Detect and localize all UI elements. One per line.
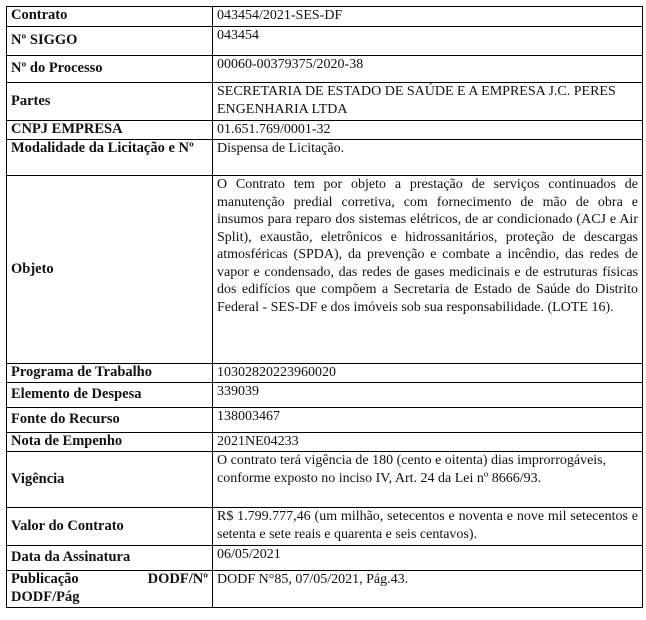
label-publicacao-c: DODF/Pág: [11, 588, 80, 605]
row-elemento: [7, 383, 643, 408]
row-modalidade: [7, 140, 643, 176]
value-contrato: 043454/2021-SES-DF: [213, 7, 643, 27]
value-elemento: 339039: [213, 383, 643, 408]
label-elemento: Elemento de Despesa: [7, 383, 213, 408]
value-empenho: 2021NE04233: [213, 433, 643, 452]
row-processo: [7, 56, 643, 83]
value-siggo: 043454: [213, 27, 643, 56]
label-publicacao-b: DODF/Nº: [147, 571, 208, 587]
value-processo: 00060-00379375/2020-38: [213, 56, 643, 83]
row-cnpj: [7, 121, 643, 140]
row-programa: [7, 364, 643, 383]
label-valor: Valor do Contrato: [7, 508, 213, 546]
row-partes: [7, 83, 643, 121]
label-siggo: Nº SIGGO: [7, 27, 213, 56]
value-programa: 10302820223960020: [213, 364, 643, 383]
label-partes: Partes: [7, 83, 213, 121]
label-assinatura: Data da Assinatura: [7, 546, 213, 571]
row-vigencia: [7, 452, 643, 508]
label-vigencia: Vigência: [7, 452, 213, 508]
value-modalidade: Dispensa de Licitação.: [213, 140, 643, 176]
value-publicacao: DODF N°85, 07/05/2021, Pág.43.: [213, 571, 643, 608]
value-assinatura: 06/05/2021: [213, 546, 643, 571]
value-vigencia: O contrato terá vigência de 180 (cento e oitenta) dias improrrogáveis, conforme exposto no inciso IV, Art. 24 da Lei nº 8666/93.: [213, 452, 643, 508]
label-publicacao-a: Publicação: [11, 571, 79, 587]
row-objeto: [7, 176, 643, 364]
row-fonte: [7, 408, 643, 433]
label-cnpj: CNPJ EMPRESA: [7, 121, 213, 140]
row-empenho: [7, 433, 643, 452]
label-fonte: Fonte do Recurso: [7, 408, 213, 433]
value-valor: R$ 1.799.777,46 (um milhão, setecentos e noventa e nove mil setecentos e setenta e sete reais e quarenta e seis centavos).: [213, 508, 643, 546]
label-processo: Nº do Processo: [7, 56, 213, 83]
label-objeto: Objeto: [7, 176, 213, 364]
label-publicacao: [7, 571, 213, 608]
label-empenho: Nota de Empenho: [7, 433, 213, 452]
contract-table: [6, 6, 643, 608]
row-publicacao: [7, 571, 643, 608]
value-objeto: O Contrato tem por objeto a prestação de serviços continuados de manutenção predial corretiva, com fornecimento de mão de obra e insumos para reparo dos sistemas elétricos, de ar condicionado (ACJ e Air Split), exaustão, eletrônicos e hidrossanitários, proteção de descargas atmosféricas (SPDA), da prevenção e combate a incêndio, das redes de vapor e condensado, das redes de gases medicinais e de estruturas físicas dos edifícios que compõem a Secretaria de Estado de Saúde do Distrito Federal - SES-DF e dos imóveis sob sua responsabilidade. (LOTE 16).: [213, 176, 643, 364]
publicacao-label-top: [11, 571, 208, 589]
row-siggo: [7, 27, 643, 56]
value-partes: SECRETARIA DE ESTADO DE SAÚDE E A EMPRESA J.C. PERES ENGENHARIA LTDA: [213, 83, 643, 121]
row-valor: [7, 508, 643, 546]
row-contrato: [7, 7, 643, 27]
row-assinatura: [7, 546, 643, 571]
value-cnpj: 01.651.769/0001-32: [213, 121, 643, 140]
label-modalidade: Modalidade da Licitação e Nº: [7, 140, 213, 176]
label-contrato: Contrato: [7, 7, 213, 27]
value-fonte: 138003467: [213, 408, 643, 433]
label-programa: Programa de Trabalho: [7, 364, 213, 383]
